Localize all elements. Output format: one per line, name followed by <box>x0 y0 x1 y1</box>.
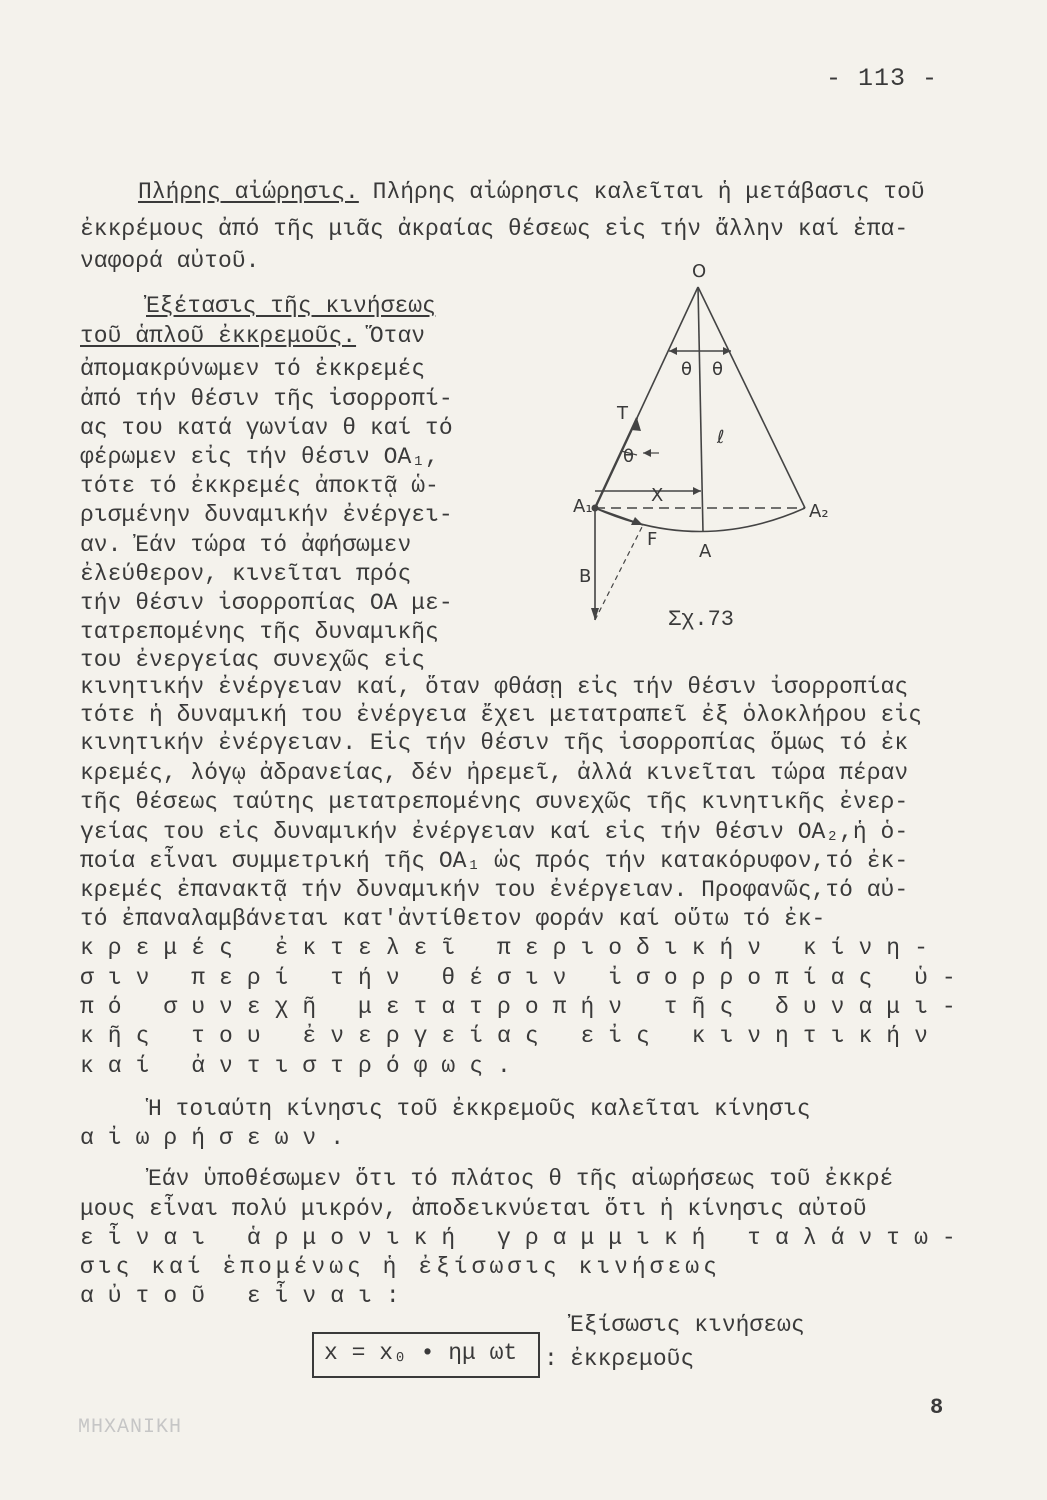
equation-label-line-2: ἐκκρεμοῦς <box>570 1346 695 1372</box>
label-force: F <box>647 529 658 550</box>
text-line: ἐλεύθερον, κινεῖται πρός <box>80 561 412 587</box>
paragraph-1-line-2: ἐκκρέμους ἀπό τῆς μιᾶς ἀκραίας θέσεως εἰς τήν ἄλλην καί ἐπα- <box>80 216 909 242</box>
text-line: του ἐνεργείας συνεχῶς εἰς <box>80 647 426 673</box>
text-line: γείας του εἰς δυναμικήν ἐνέργειαν καί εἰς τήν θέσιν ΟΑ₂,ἡ ὁ- <box>80 819 909 845</box>
text-line-spaced: καί ἀντιστρόφως. <box>80 1053 525 1079</box>
text-line: τατρεπομένης τῆς δυναμικῆς <box>80 619 439 645</box>
text-line: ας του κατά γωνίαν θ καί τό <box>80 415 453 441</box>
text-line: κινητικήν ἐνέργειαν. Εἰς τήν θέσιν τῆς ἰσορροπίας ὅμως τό ἐκ <box>80 730 909 756</box>
text-line-spaced: κρεμές ἐκτελεῖ περιοδικήν κίνη- <box>80 935 942 961</box>
equation-label-line-1: Ἐξίσωσις κινήσεως <box>570 1312 805 1338</box>
text-line: τήν θέσιν ἰσορροπίας ΟΑ με- <box>80 590 453 616</box>
text-line-spaced: πό συνεχῆ μετατροπήν τῆς δυναμι- <box>80 994 970 1020</box>
label-theta-right: θ <box>712 359 724 380</box>
label-theta-left: θ <box>681 359 693 380</box>
label-equilibrium: A <box>699 541 712 562</box>
equation-separator: : <box>544 1346 558 1372</box>
text-line-spaced: κῆς του ἐνεργείας εἰς κινητικήν <box>80 1023 942 1049</box>
equation-formula: x = x₀ • ημ ωt <box>324 1340 518 1366</box>
text-line: τότε τό ἐκκρεμές ἀποκτᾷ ὡ- <box>80 473 439 499</box>
paragraph-4-line-4: σις καί ἑπομένως ἡ ἐξίσωσις κινήσεως <box>80 1254 721 1280</box>
text-line: ρισμένην δυναμικήν ἐνέργει- <box>80 502 453 528</box>
heading-full-swing: Πλήρης αἰώρησις. <box>138 179 359 205</box>
label-pivot: O <box>692 261 707 282</box>
text-line-spaced: σιν περί τήν θέσιν ἰσορροπίας ὑ- <box>80 965 970 991</box>
heading-examination-line-1: Ἐξέτασις τῆς κινήσεως <box>146 293 436 319</box>
pendulum-string-right <box>698 287 805 508</box>
text-line: τῆς θέσεως ταύτης μετατρεπομένης συνεχῶς τῆς κινητικῆς ἐνερ- <box>80 789 909 815</box>
footer-stamp: ΜΗΧΑΝΙΚΗ <box>78 1416 183 1439</box>
paragraph-1-line-3: ναφορά αὐτοῦ. <box>80 248 260 274</box>
text-line: ἀπό τήν θέσιν τῆς ἰσορροπί- <box>80 386 453 412</box>
text-line: τότε ἡ δυναμική του ἐνέργεια ἔχει μετατραπεῖ ἐξ ὁλοκλήρου εἰς <box>80 702 922 728</box>
paragraph-4-line-5: αὐτοῦ εἶναι: <box>80 1283 414 1309</box>
paragraph-4-line-2: μους εἶναι πολύ μικρόν, ἀποδεικνύεται ὅτι ἡ κίνησις αὐτοῦ <box>80 1196 867 1222</box>
text-line: αν. Ἐάν τώρα τό ἀφήσωμεν <box>80 532 412 558</box>
text-line: κρεμές, λόγῳ ἀδρανείας, δέν ἠρεμεῖ, ἀλλά κινεῖται τώρα πέραν <box>80 760 909 786</box>
text-line: τό ἐπαναλαμβάνεται κατ'ἀντίθετον φοράν καί οὕτω τό ἐκ- <box>80 906 826 932</box>
text-line: ἀπομακρύνωμεν τό ἐκκρεμές <box>80 356 426 382</box>
heading-examination-line-2: τοῦ ἁπλοῦ ἐκκρεμοῦς. Ὅταν <box>80 323 426 349</box>
vertical-axis <box>698 287 703 532</box>
label-weight: B <box>579 566 592 587</box>
text-line: φέρωμεν εἰς τήν θέσιν ΟΑ₁, <box>80 444 439 470</box>
pendulum-figure <box>565 255 855 635</box>
paragraph-1-line-1: Πλήρης αἰώρησις. Πλήρης αἰώρησις καλεῖται ἡ μετάβασις τοῦ <box>138 179 925 205</box>
text-line: κρεμές ἐπανακτᾷ τήν δυναμικήν του ἐνέργειαν. Προφανῶς,τό αὐ- <box>80 877 909 903</box>
label-length: ℓ <box>717 427 725 448</box>
page-number: - 113 - <box>826 64 939 93</box>
sheet-number: 8 <box>930 1395 944 1420</box>
paragraph-3-line-1: Ἡ τοιαύτη κίνησις τοῦ ἐκκρεμοῦς καλεῖται κίνησις <box>148 1096 811 1122</box>
text-line: κινητικήν ἐνέργειαν καί, ὅταν φθάσῃ εἰς τήν θέσιν ἰσορροπίας <box>80 674 909 700</box>
label-a1: A₁ <box>573 496 593 517</box>
text-line: ποία εἶναι συμμετρική τῆς ΟΑ₁ ὡς πρός τήν κατακόρυφον,τό ἐκ- <box>80 848 909 874</box>
figure-caption: Σχ.73 <box>668 607 735 632</box>
paragraph-4-line-3: εἶναι ἁρμονική γραμμική ταλάντω- <box>80 1225 970 1251</box>
label-a2: A₂ <box>809 501 829 522</box>
paragraph-3-line-2: αἰωρήσεων. <box>80 1125 359 1151</box>
paragraph-4-line-1: Ἐάν ὑποθέσωμεν ὅτι τό πλάτος θ τῆς αἰωρήσεως τοῦ ἐκκρέ <box>148 1166 894 1192</box>
label-tension: T <box>617 403 628 424</box>
label-theta-force: θ <box>623 446 635 467</box>
label-displacement: X <box>651 485 664 506</box>
